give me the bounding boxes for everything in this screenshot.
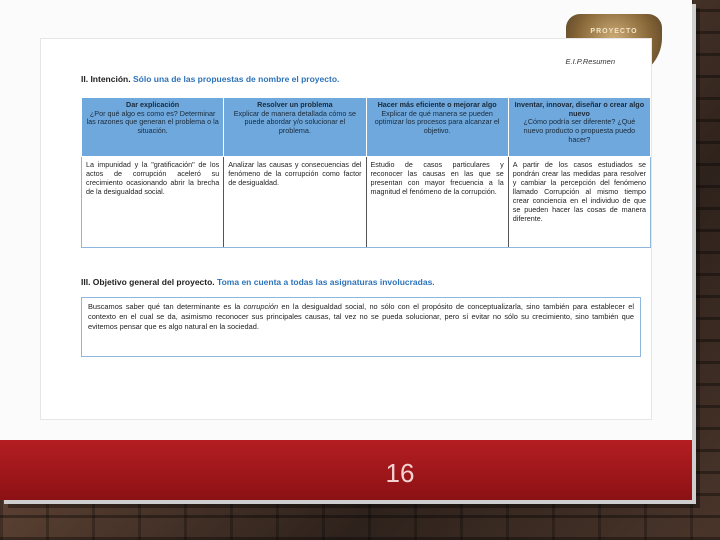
table-row xyxy=(82,157,651,248)
section-objective-heading: III. Objetivo general del proyecto. xyxy=(81,277,215,287)
intention-table xyxy=(81,97,651,248)
column-title: Hacer más eficiente o mejorar algo xyxy=(377,100,497,109)
section-objective-title xyxy=(81,277,435,287)
objective-text-emphasis: corrupción xyxy=(243,302,279,311)
column-question: ¿Cómo podría ser diferente? ¿Qué nuevo producto o propuesta puedo hacer? xyxy=(523,117,636,144)
objective-text-start: Buscamos saber qué tan determinante es la xyxy=(88,302,244,311)
column-question: ¿Por qué algo es como es? Determinar las razones que generan el problema o la situación. xyxy=(86,108,219,135)
column-question: Explicar de manera detallada cómo se puede abordar y/o solucionar el problema. xyxy=(233,108,356,135)
section-intention-heading: II. Intención. xyxy=(81,74,131,84)
section-objective-note: Toma en cuenta a todas las asignaturas involucradas. xyxy=(217,277,435,287)
footer-band xyxy=(0,440,692,500)
section-intention-title xyxy=(81,74,339,84)
column-header-solve xyxy=(224,98,366,157)
column-header-improve xyxy=(366,98,508,157)
column-question: Explicar de qué manera se pueden optimizar los procesos para alcanzar el objetivo. xyxy=(374,108,500,135)
objective-text-end: en la desigualdad social, no sólo con el propósito de conceptualizarla, sino también para establecer el contexto en el cual se da, asimismo reconocer sus principales causas, tal vez no se pueda solucionar, pero sí evitar no sólo su crecimiento, sino también que evitemos pensar que es algo natural en la sociedad. xyxy=(88,302,634,331)
table-cell: Analizar las causas y consecuencias del fenómeno de la corrupción como factor de desigualdad. xyxy=(224,157,366,248)
table-cell: A partir de los casos estudiados se pondrán crear las medidas para resolver y cambiar la percepción del fenómeno llamado Corrupción al mismo tiempo crear conciencia en el individuo de que se pueden hacer las cosas de manera diferente. xyxy=(508,157,650,248)
column-title: Inventar, innovar, diseñar o crear algo nuevo xyxy=(514,100,645,118)
section-intention-note: Sólo una de las propuestas de nombre el proyecto. xyxy=(132,74,340,84)
table-cell: La impunidad y la "gratificación" de los actos de corrupción aceleró su crecimiento ocasionando abrir la brecha de la desigualdad social. xyxy=(82,157,224,248)
table-cell: Estudio de casos particulares y reconocer las causas en las que se presentan con mayor frecuencia a la magnitud el fenómeno de la corrupción. xyxy=(366,157,508,248)
column-title: Dar explicación xyxy=(126,100,180,109)
column-header-explain xyxy=(82,98,224,157)
intention-table-header-row xyxy=(82,98,651,157)
document-header-label: E.I.P.Resumen xyxy=(565,57,615,66)
document-image xyxy=(40,38,652,420)
column-title: Resolver un problema xyxy=(257,100,333,109)
column-header-invent xyxy=(508,98,650,157)
logo-text: PROYECTO xyxy=(590,28,638,35)
page-number: 16 xyxy=(385,458,415,488)
objective-paragraph xyxy=(81,297,641,357)
